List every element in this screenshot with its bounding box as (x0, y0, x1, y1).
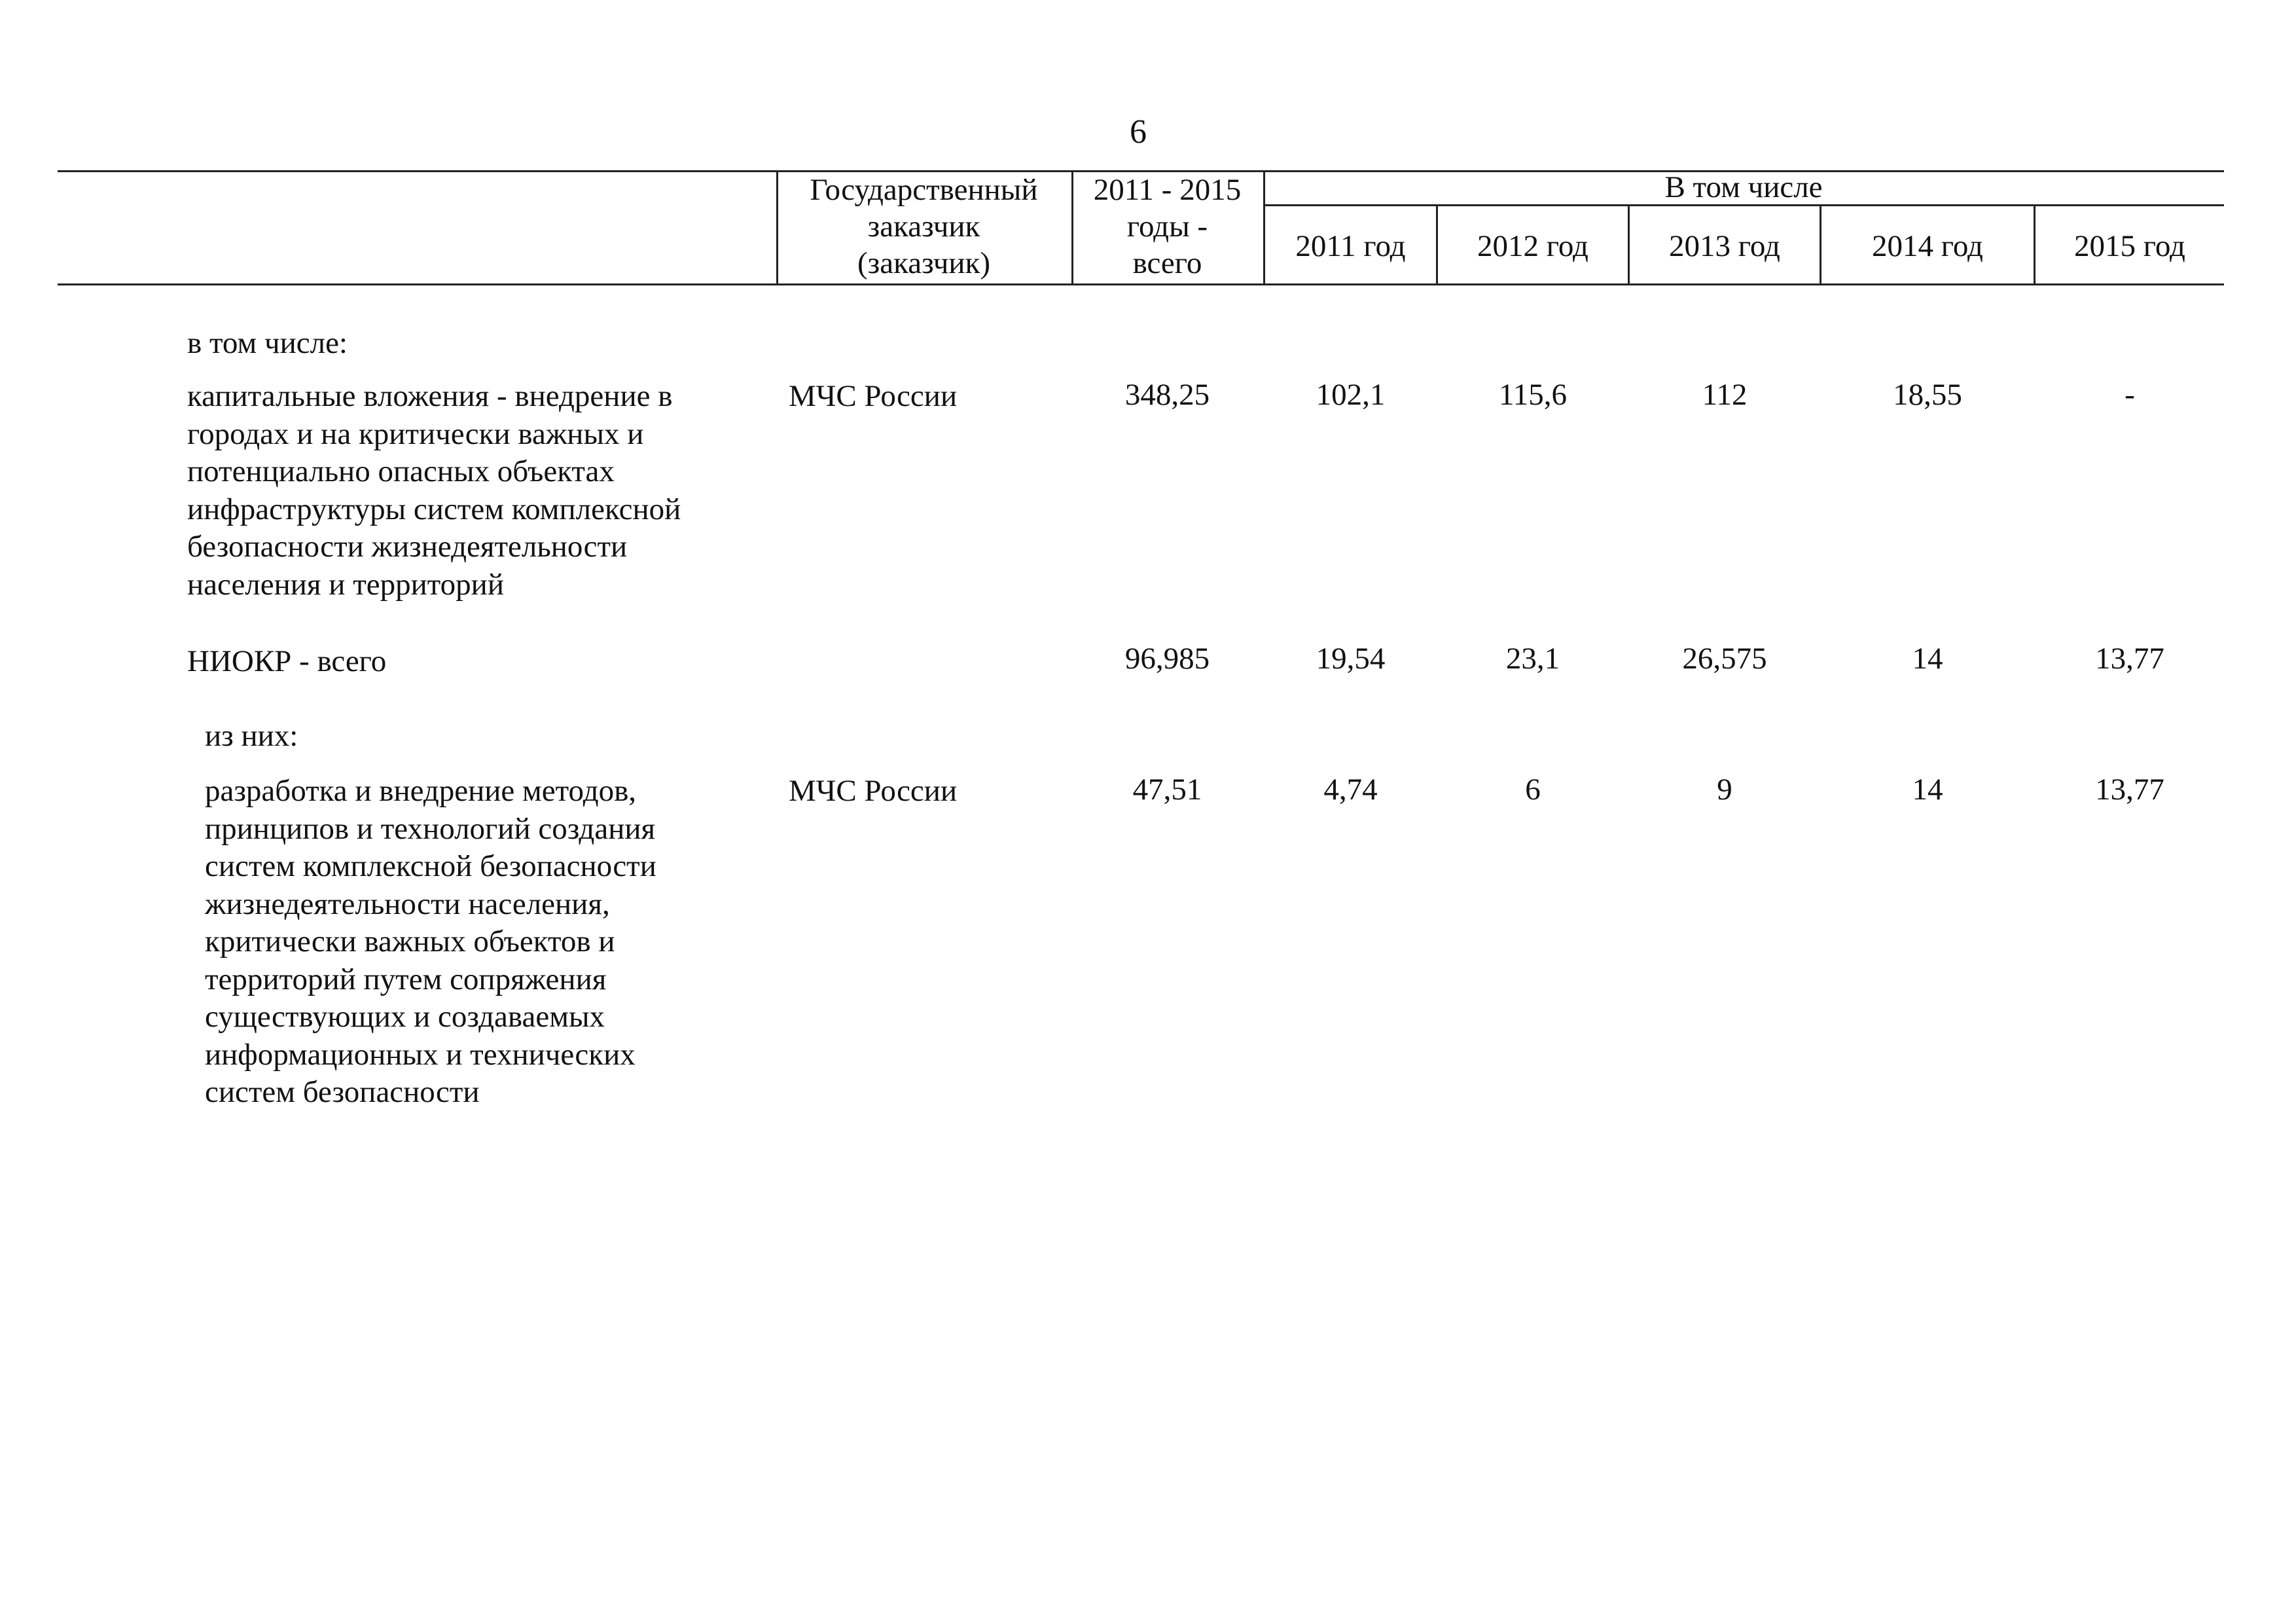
row-capital-investment-2011: 102,1 (1316, 378, 1386, 412)
row-rnd-total-2014: 14 (1912, 642, 1943, 676)
header-year-2014: 2014 год (1872, 229, 1983, 263)
header-year-2011: 2011 год (1295, 229, 1406, 263)
row-including-label: в том числе: (187, 326, 348, 360)
row-capital-investment-2012: 115,6 (1498, 378, 1567, 412)
header-year-2013: 2013 год (1669, 229, 1780, 263)
label-line: инфраструктуры систем комплексной (187, 492, 681, 526)
header-customer-line-1: Государственный (810, 173, 1038, 207)
row-capital-investment-2014: 18,55 (1893, 378, 1962, 412)
row-rnd-total-total: 96,985 (1124, 642, 1210, 676)
label-line: потенциально опасных объектах (187, 454, 615, 488)
page-number: 6 (1130, 113, 1147, 151)
header-year-2012: 2012 год (1477, 229, 1588, 263)
label-line: разработка и внедрение методов, (205, 774, 637, 808)
label-line: населения и территорий (187, 567, 504, 602)
header-customer (776, 172, 1071, 282)
row-development-label (205, 773, 656, 1112)
label-line: систем безопасности (205, 1075, 480, 1109)
header-bottom-rule (58, 283, 2224, 285)
row-development-customer: МЧС России (789, 774, 958, 808)
label-line: городах и на критически важных и (187, 416, 644, 451)
label-line: безопасности жизнедеятельности (187, 530, 628, 564)
header-customer-line-3: (заказчик) (857, 246, 990, 280)
row-development-2011: 4,74 (1323, 773, 1378, 807)
row-capital-investment-2013: 112 (1702, 378, 1748, 412)
label-line: территорий путем сопряжения (205, 962, 607, 996)
row-development-2012: 6 (1525, 773, 1541, 807)
label-line: принципов и технологий создания (205, 811, 656, 846)
header-total (1071, 172, 1263, 282)
header-total-line-1: 2011 - 2015 (1093, 173, 1242, 207)
label-line: существующих и создаваемых (205, 1000, 605, 1034)
row-rnd-total-2012: 23,1 (1505, 642, 1560, 676)
label-line: капитальные вложения - внедрение в (187, 379, 673, 413)
row-rnd-total-label: НИОКР - всего (187, 644, 387, 678)
label-line: жизнедеятельности населения, (205, 886, 610, 921)
row-development-total: 47,51 (1132, 773, 1202, 807)
row-capital-investment-label (187, 378, 681, 604)
row-development-2013: 9 (1717, 773, 1732, 807)
row-of-them-label: из них: (205, 719, 298, 753)
header-total-line-2: годы - (1126, 210, 1208, 244)
row-rnd-total-2015: 13,77 (2095, 642, 2164, 676)
row-capital-investment-customer: МЧС России (789, 379, 958, 413)
header-year-2015: 2015 год (2074, 229, 2185, 263)
header-customer-line-2: заказчик (867, 210, 980, 244)
label-line: систем комплексной безопасности (205, 849, 656, 883)
row-rnd-total-2011: 19,54 (1316, 642, 1386, 676)
row-capital-investment-total: 348,25 (1124, 378, 1210, 412)
row-development-2014: 14 (1912, 773, 1943, 807)
header-total-line-3: всего (1132, 246, 1202, 280)
row-development-2015: 13,77 (2095, 773, 2164, 807)
header-including: В том числе (1664, 170, 1823, 204)
label-line: информационных и технических (205, 1037, 636, 1072)
row-rnd-total-2013: 26,575 (1682, 642, 1767, 676)
row-capital-investment-2015: - (2125, 378, 2135, 412)
label-line: критически важных объектов и (205, 924, 615, 958)
